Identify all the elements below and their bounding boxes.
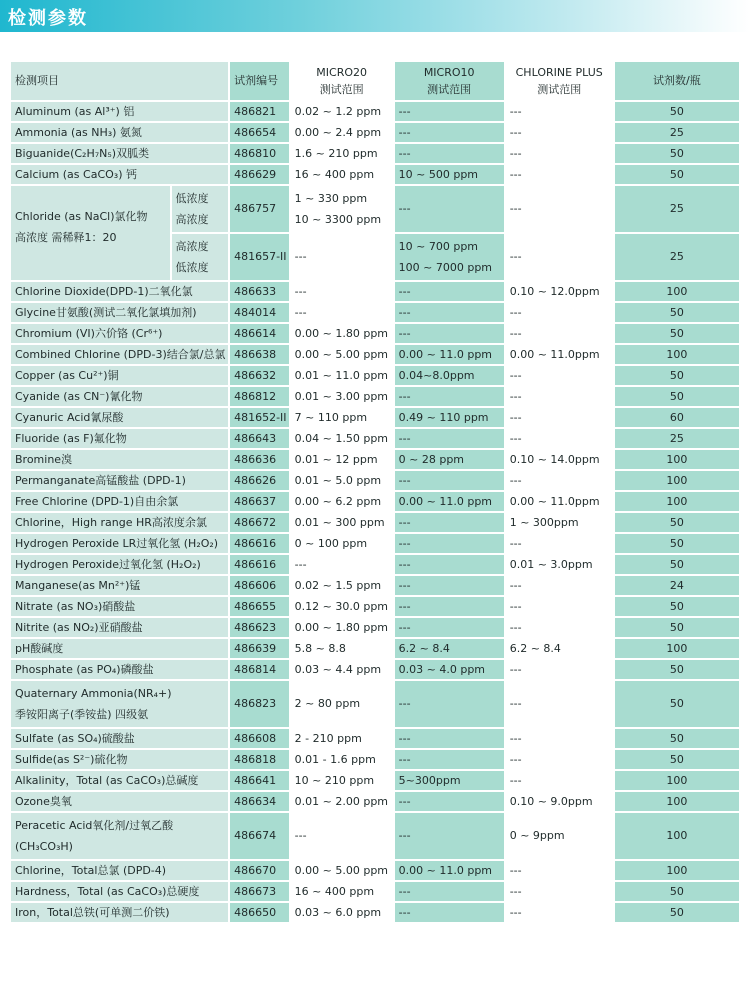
micro20-range: 2 ~ 80 ppm <box>291 681 393 727</box>
micro20-range: 0.03 ~ 6.0 ppm <box>291 903 393 922</box>
table-row <box>11 513 739 532</box>
micro20-range: 0 ~ 100 ppm <box>291 534 393 553</box>
title-banner <box>0 0 750 32</box>
micro20-range: 0.00 ~ 5.00 ppm <box>291 345 393 364</box>
reagent-count: 50 <box>615 534 739 553</box>
item-name: Fluoride (as F)氟化物 <box>11 429 228 448</box>
table-row <box>11 576 739 595</box>
micro10-range: --- <box>395 681 504 727</box>
item-name: Alkalinity，Total (as CaCO₃)总碱度 <box>11 771 228 790</box>
reagent-count: 25 <box>615 234 739 280</box>
reagent-count: 60 <box>615 408 739 427</box>
reagent-count: 50 <box>615 681 739 727</box>
table-row <box>11 534 739 553</box>
item-name: Chromium (VI)六价铬 (Cr⁶⁺) <box>11 324 228 343</box>
reagent-count: 100 <box>615 282 739 301</box>
chlorine-plus-range: --- <box>506 102 613 121</box>
reagent-code: 486614 <box>230 324 289 343</box>
micro20-range-high: 10 ~ 3300 ppm <box>294 213 382 226</box>
reagent-code: 481652-II <box>230 408 289 427</box>
reagent-code: 486634 <box>230 792 289 811</box>
reagent-code: 486639 <box>230 639 289 658</box>
micro20-range: --- <box>291 555 393 574</box>
table-row <box>11 597 739 616</box>
micro20-range <box>291 186 393 232</box>
item-name: Cyanide (as CN⁻)氰化物 <box>11 387 228 406</box>
reagent-code: 486616 <box>230 555 289 574</box>
item-name: Bromine溴 <box>11 450 228 469</box>
chlorine-plus-range: --- <box>506 366 613 385</box>
chloride-concentration-a <box>172 186 229 232</box>
item-name: Chlorine Dioxide(DPD-1)二氧化氯 <box>11 282 228 301</box>
header-micro20 <box>291 62 393 100</box>
header-micro10 <box>395 62 504 100</box>
micro10-range: --- <box>395 282 504 301</box>
chlorine-plus-range: 0.00 ~ 11.0ppm <box>506 492 613 511</box>
item-name: Free Chlorine (DPD-1)自由余氯 <box>11 492 228 511</box>
micro10-range: --- <box>395 513 504 532</box>
reagent-code: 486633 <box>230 282 289 301</box>
chlorine-plus-range: 1 ~ 300ppm <box>506 513 613 532</box>
table-row <box>11 882 739 901</box>
header-chlorine-plus-sub: 测试范围 <box>537 83 582 96</box>
rows2-group <box>11 282 739 679</box>
table-row <box>11 792 739 811</box>
chlorine-plus-range: 6.2 ~ 8.4 <box>506 639 613 658</box>
reagent-count: 50 <box>615 513 739 532</box>
item-name: Chlorine，High range HR高浓度余氯 <box>11 513 228 532</box>
peracetic-line2: (CH₃CO₃H) <box>15 840 73 853</box>
reagent-count: 50 <box>615 882 739 901</box>
micro10-range-low: 10 ~ 700 ppm <box>398 240 479 253</box>
table-row <box>11 429 739 448</box>
chlorine-plus-range: --- <box>506 186 613 232</box>
chlorine-plus-range: --- <box>506 387 613 406</box>
chlorine-plus-range: --- <box>506 597 613 616</box>
micro10-range: --- <box>395 618 504 637</box>
micro20-range: 5.8 ~ 8.8 <box>291 639 393 658</box>
header-micro20-sub: 测试范围 <box>319 83 364 96</box>
chlorine-plus-range: --- <box>506 429 613 448</box>
micro20-range: 0.00 ~ 2.4 ppm <box>291 123 393 142</box>
micro20-range: --- <box>291 813 393 859</box>
rows3-group <box>11 729 739 811</box>
micro10-range: --- <box>395 729 504 748</box>
micro20-range: 0.02 ~ 1.2 ppm <box>291 102 393 121</box>
item-name: Hydrogen Peroxide过氧化氢 (H₂O₂) <box>11 555 228 574</box>
reagent-count: 50 <box>615 618 739 637</box>
reagent-count: 50 <box>615 660 739 679</box>
reagent-count: 50 <box>615 555 739 574</box>
table-row-chloride-low <box>11 186 739 232</box>
table-row <box>11 639 739 658</box>
micro20-range: 0.00 ~ 5.00 ppm <box>291 861 393 880</box>
reagent-count: 100 <box>615 792 739 811</box>
peracetic-group <box>11 813 739 859</box>
concentration-label: 高浓度 <box>175 213 209 226</box>
chloride-concentration-b <box>172 234 229 280</box>
chloride-line1: Chloride (as NaCl)氯化物 <box>15 210 148 223</box>
item-name: Phosphate (as PO₄)磷酸盐 <box>11 660 228 679</box>
table-row <box>11 450 739 469</box>
micro10-range: --- <box>395 903 504 922</box>
micro20-range: 0.01 ~ 3.00 ppm <box>291 387 393 406</box>
chlorine-plus-range: 0.10 ~ 9.0ppm <box>506 792 613 811</box>
chlorine-plus-range: --- <box>506 903 613 922</box>
reagent-code: 486636 <box>230 450 289 469</box>
micro10-range: --- <box>395 534 504 553</box>
chlorine-plus-range: --- <box>506 576 613 595</box>
header-item: 检测项目 <box>11 62 228 100</box>
reagent-count: 50 <box>615 750 739 769</box>
reagent-count: 50 <box>615 387 739 406</box>
micro10-range: --- <box>395 792 504 811</box>
micro10-range <box>395 234 504 280</box>
table-row <box>11 471 739 490</box>
reagent-count: 100 <box>615 861 739 880</box>
chlorine-plus-range: --- <box>506 660 613 679</box>
reagent-code: 486818 <box>230 750 289 769</box>
header-count: 试剂数/瓶 <box>615 62 739 100</box>
reagent-count: 24 <box>615 576 739 595</box>
chlorine-plus-range: --- <box>506 681 613 727</box>
table-row <box>11 387 739 406</box>
table-row-peracetic <box>11 813 739 859</box>
reagent-code: 486812 <box>230 387 289 406</box>
header-micro10-name: MICRO10 <box>423 66 475 79</box>
micro10-range: 0 ~ 28 ppm <box>395 450 504 469</box>
chlorine-plus-range: --- <box>506 408 613 427</box>
reagent-code: 486626 <box>230 471 289 490</box>
reagent-count: 50 <box>615 597 739 616</box>
micro10-range: --- <box>395 813 504 859</box>
reagent-count: 50 <box>615 165 739 184</box>
item-name: Copper (as Cu²⁺)铜 <box>11 366 228 385</box>
reagent-count: 100 <box>615 771 739 790</box>
micro10-range: 0.00 ~ 11.0 ppm <box>395 345 504 364</box>
reagent-code: 486629 <box>230 165 289 184</box>
table-row <box>11 771 739 790</box>
reagent-count: 50 <box>615 366 739 385</box>
micro10-range: --- <box>395 123 504 142</box>
table-row <box>11 861 739 880</box>
reagent-count: 100 <box>615 450 739 469</box>
micro10-range: --- <box>395 303 504 322</box>
rows4-group <box>11 861 739 922</box>
table-row <box>11 492 739 511</box>
micro10-range: 10 ~ 500 ppm <box>395 165 504 184</box>
reagent-code: 486643 <box>230 429 289 448</box>
micro20-range: 0.01 ~ 12 ppm <box>291 450 393 469</box>
table-row <box>11 660 739 679</box>
header-micro10-sub: 测试范围 <box>427 83 472 96</box>
item-name: pH酸碱度 <box>11 639 228 658</box>
item-name: Permanganate高锰酸盐 (DPD-1) <box>11 471 228 490</box>
micro10-range: --- <box>395 597 504 616</box>
reagent-code: 486608 <box>230 729 289 748</box>
micro20-range: 0.01 ~ 11.0 ppm <box>291 366 393 385</box>
micro20-range: 16 ~ 400 ppm <box>291 165 393 184</box>
reagent-code: 486638 <box>230 345 289 364</box>
chlorine-plus-range: --- <box>506 123 613 142</box>
chlorine-plus-range: --- <box>506 471 613 490</box>
reagent-count: 50 <box>615 729 739 748</box>
header-micro20-name: MICRO20 <box>316 66 367 79</box>
reagent-code: 486632 <box>230 366 289 385</box>
reagent-code: 486672 <box>230 513 289 532</box>
micro20-range: 16 ~ 400 ppm <box>291 882 393 901</box>
reagent-count: 50 <box>615 144 739 163</box>
quat-group <box>11 681 739 727</box>
table-row <box>11 903 739 922</box>
micro10-range: 0.00 ~ 11.0 ppm <box>395 861 504 880</box>
micro20-range: 0.00 ~ 1.80 ppm <box>291 618 393 637</box>
chlorine-plus-range: 0 ~ 9ppm <box>506 813 613 859</box>
table-row <box>11 408 739 427</box>
reagent-code: 486674 <box>230 813 289 859</box>
reagent-code: 486810 <box>230 144 289 163</box>
micro10-range: --- <box>395 882 504 901</box>
micro20-range: 0.03 ~ 4.4 ppm <box>291 660 393 679</box>
table-row <box>11 618 739 637</box>
micro20-range: 2 - 210 ppm <box>291 729 393 748</box>
item-name: Nitrate (as NO₃)硝酸盐 <box>11 597 228 616</box>
chlorine-plus-range: --- <box>506 771 613 790</box>
chloride-line2: 高浓度 需稀释1：20 <box>15 231 117 244</box>
concentration-label: 低浓度 <box>175 261 209 274</box>
micro10-range: --- <box>395 471 504 490</box>
reagent-code: 486616 <box>230 534 289 553</box>
table-row <box>11 555 739 574</box>
header-chlorine-plus-name: CHLORINE PLUS <box>515 66 603 79</box>
micro10-range: 0.00 ~ 11.0 ppm <box>395 492 504 511</box>
micro20-range: 0.01 ~ 300 ppm <box>291 513 393 532</box>
table-row <box>11 303 739 322</box>
reagent-count: 50 <box>615 303 739 322</box>
micro10-range: --- <box>395 144 504 163</box>
parameters-table <box>9 60 741 924</box>
chlorine-plus-range: 0.10 ~ 14.0ppm <box>506 450 613 469</box>
chlorine-plus-range: --- <box>506 144 613 163</box>
reagent-code: 486623 <box>230 618 289 637</box>
peracetic-line1: Peracetic Acid氧化剂/过氧乙酸 <box>15 819 174 832</box>
item-name: Combined Chlorine (DPD-3)结合氯/总氯 <box>11 345 228 364</box>
concentration-label: 低浓度 <box>175 192 209 205</box>
reagent-code: 486655 <box>230 597 289 616</box>
table-row <box>11 324 739 343</box>
reagent-code: 486821 <box>230 102 289 121</box>
reagent-code: 481657-II <box>230 234 289 280</box>
chlorine-plus-range: 0.10 ~ 12.0ppm <box>506 282 613 301</box>
reagent-code: 486654 <box>230 123 289 142</box>
chlorine-plus-range: --- <box>506 729 613 748</box>
reagent-count: 25 <box>615 186 739 232</box>
chlorine-plus-range: --- <box>506 234 613 280</box>
micro10-range: --- <box>395 102 504 121</box>
item-name: Hydrogen Peroxide LR过氧化氢 (H₂O₂) <box>11 534 228 553</box>
table-header-row <box>11 62 739 100</box>
reagent-code: 486814 <box>230 660 289 679</box>
reagent-count: 50 <box>615 102 739 121</box>
chlorine-plus-range: --- <box>506 750 613 769</box>
micro20-range: 1.6 ~ 210 ppm <box>291 144 393 163</box>
chlorine-plus-range: --- <box>506 534 613 553</box>
quat-line1: Quaternary Ammonia(NR₄+) <box>15 687 172 700</box>
micro10-range: --- <box>395 555 504 574</box>
micro10-range: 0.03 ~ 4.0 ppm <box>395 660 504 679</box>
item-name: Sulfate (as SO₄)硫酸盐 <box>11 729 228 748</box>
chlorine-plus-range: --- <box>506 303 613 322</box>
table-row <box>11 750 739 769</box>
item-name: Calcium (as CaCO₃) 钙 <box>11 165 228 184</box>
chlorine-plus-range: --- <box>506 882 613 901</box>
reagent-count: 25 <box>615 429 739 448</box>
micro10-range: --- <box>395 750 504 769</box>
reagent-code: 486637 <box>230 492 289 511</box>
micro20-range: --- <box>291 282 393 301</box>
reagent-count: 50 <box>615 324 739 343</box>
reagent-code: 484014 <box>230 303 289 322</box>
reagent-code: 486670 <box>230 861 289 880</box>
micro20-range: --- <box>291 303 393 322</box>
item-name: Chlorine，Total总氯 (DPD-4) <box>11 861 228 880</box>
reagent-count: 100 <box>615 639 739 658</box>
item-name: Cyanuric Acid氰尿酸 <box>11 408 228 427</box>
micro10-range: 5~300ppm <box>395 771 504 790</box>
table-row <box>11 366 739 385</box>
micro20-range: 7 ~ 110 ppm <box>291 408 393 427</box>
reagent-count: 100 <box>615 471 739 490</box>
micro10-range: --- <box>395 387 504 406</box>
micro20-range: 0.00 ~ 1.80 ppm <box>291 324 393 343</box>
concentration-label: 高浓度 <box>175 240 209 253</box>
chlorine-plus-range: --- <box>506 165 613 184</box>
table-row <box>11 345 739 364</box>
micro20-range-low: 1 ~ 330 ppm <box>294 192 368 205</box>
micro10-range: --- <box>395 324 504 343</box>
item-name: Iron，Total总铁(可单测二价铁) <box>11 903 228 922</box>
reagent-code: 486641 <box>230 771 289 790</box>
reagent-count: 50 <box>615 903 739 922</box>
item-name: Biguanide(C₂H₇N₅)双胍类 <box>11 144 228 163</box>
item-name: Glycine甘氨酸(测试二氧化氯填加剂) <box>11 303 228 322</box>
item-name: Hardness，Total (as CaCO₃)总硬度 <box>11 882 228 901</box>
header-chlorine-plus <box>506 62 613 100</box>
micro10-range: --- <box>395 576 504 595</box>
item-name: Ammonia (as NH₃) 氨氮 <box>11 123 228 142</box>
micro10-range: 0.04~8.0ppm <box>395 366 504 385</box>
chloride-item <box>11 186 170 280</box>
micro10-range: 0.49 ~ 110 ppm <box>395 408 504 427</box>
micro20-range: 0.02 ~ 1.5 ppm <box>291 576 393 595</box>
micro20-range: 0.01 ~ 2.00 ppm <box>291 792 393 811</box>
table-row-quaternary <box>11 681 739 727</box>
item-name <box>11 681 228 727</box>
micro20-range: 0.00 ~ 6.2 ppm <box>291 492 393 511</box>
item-name: Nitrite (as NO₂)亚硝酸盐 <box>11 618 228 637</box>
item-name: Manganese(as Mn²⁺)锰 <box>11 576 228 595</box>
reagent-count: 100 <box>615 345 739 364</box>
reagent-code: 486606 <box>230 576 289 595</box>
header-code: 试剂编号 <box>230 62 289 100</box>
table-row <box>11 282 739 301</box>
item-name: Aluminum (as Al³⁺) 铝 <box>11 102 228 121</box>
table-row <box>11 123 739 142</box>
micro10-range: 6.2 ~ 8.4 <box>395 639 504 658</box>
table-row <box>11 165 739 184</box>
reagent-code: 486650 <box>230 903 289 922</box>
table-row <box>11 102 739 121</box>
chlorine-plus-range: 0.01 ~ 3.0ppm <box>506 555 613 574</box>
quat-line2: 季铵阳离子(季铵盐) 四级氨 <box>15 708 149 721</box>
micro10-range-high: 100 ~ 7000 ppm <box>398 261 493 274</box>
micro20-range: 0.12 ~ 30.0 ppm <box>291 597 393 616</box>
reagent-count: 100 <box>615 492 739 511</box>
reagent-count: 25 <box>615 123 739 142</box>
chlorine-plus-range: --- <box>506 324 613 343</box>
reagent-count: 100 <box>615 813 739 859</box>
page-title: 检测参数 <box>8 8 88 29</box>
micro10-range: --- <box>395 429 504 448</box>
micro20-range: 0.01 ~ 5.0 ppm <box>291 471 393 490</box>
item-name <box>11 813 228 859</box>
micro20-range: --- <box>291 234 393 280</box>
reagent-code: 486757 <box>230 186 289 232</box>
reagent-code: 486823 <box>230 681 289 727</box>
item-name: Sulfide(as S²⁻)硫化物 <box>11 750 228 769</box>
micro20-range: 0.01 - 1.6 ppm <box>291 750 393 769</box>
micro20-range: 10 ~ 210 ppm <box>291 771 393 790</box>
chlorine-plus-range: 0.00 ~ 11.0ppm <box>506 345 613 364</box>
chlorine-plus-range: --- <box>506 861 613 880</box>
chlorine-plus-range: --- <box>506 618 613 637</box>
reagent-code: 486673 <box>230 882 289 901</box>
table-row <box>11 729 739 748</box>
micro10-range: --- <box>395 186 504 232</box>
micro20-range: 0.04 ~ 1.50 ppm <box>291 429 393 448</box>
item-name: Ozone臭氧 <box>11 792 228 811</box>
table-row <box>11 144 739 163</box>
